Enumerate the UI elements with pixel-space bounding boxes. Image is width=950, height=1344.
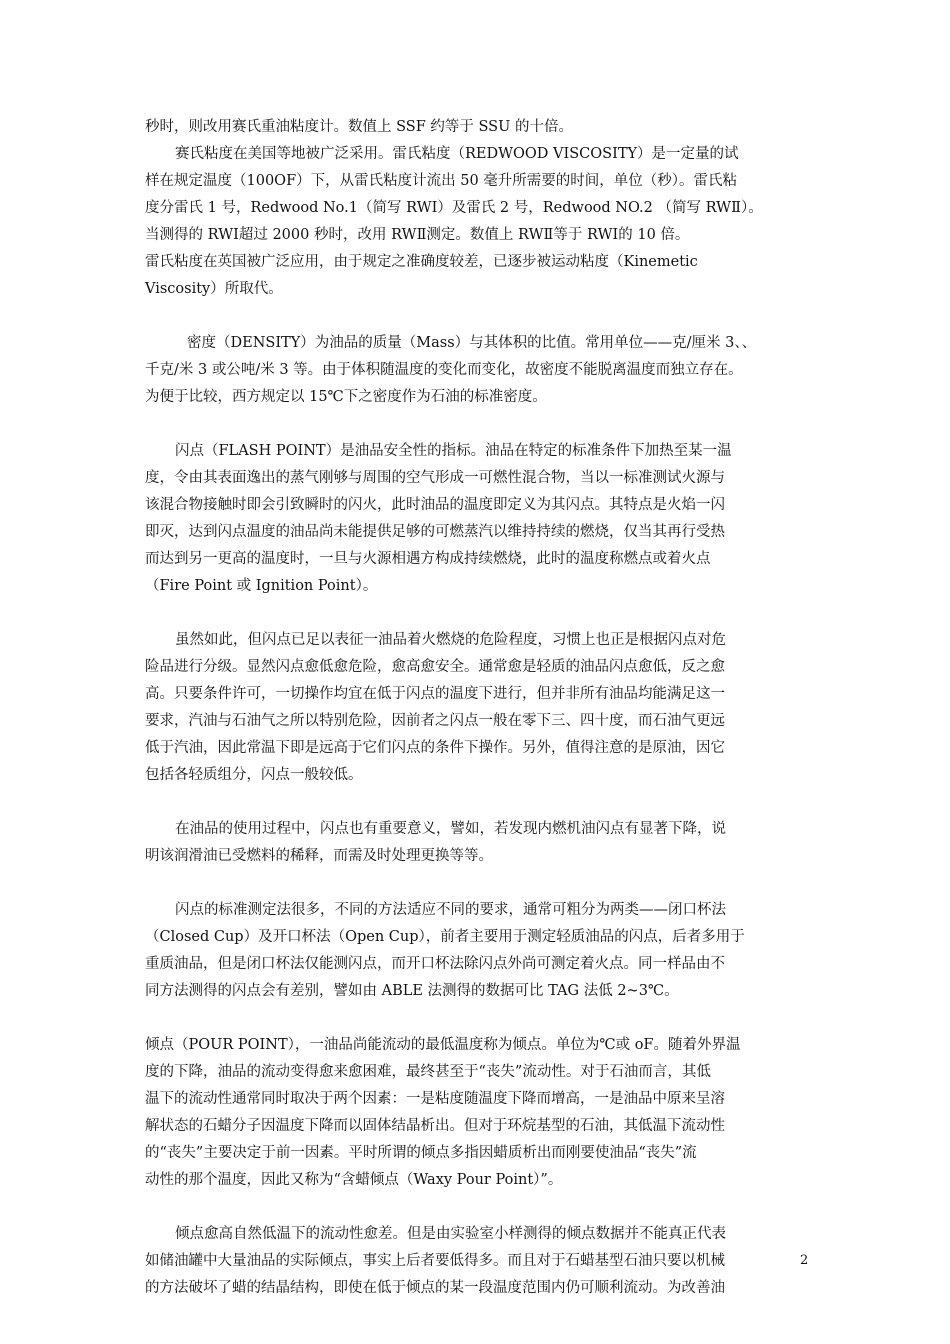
text-line: （Fire Point 或 Ignition Point）。 (145, 578, 378, 594)
text-line: Viscosity）所取代。 (145, 281, 283, 297)
text-line: 为便于比较，西方规定以 15℃下之密度作为石油的标准密度。 (145, 389, 547, 405)
text-line: 密度（DENSITY）为油品的质量（Mass）与其体积的比值。常用单位——克/厘米 3、、 (187, 335, 757, 351)
text-line: 高。只要条件许可，一切操作均宜在低于闪点的温度下进行，但并非所有油品均能满足这一 (145, 686, 725, 702)
text-line: 如储油罐中大量油品的实际倾点，事实上后者要低得多。而且对于石蜡基型石油只要以机械 (145, 1253, 725, 1269)
paragraph-gap (145, 303, 807, 330)
paragraph-flash-point-methods (145, 897, 807, 1005)
paragraph-redwood-usage (145, 249, 807, 303)
text-line: 而达到另一更高的温度时，一旦与火源相遇方构成持续燃烧，此时的温度称燃点或着火点 (145, 551, 711, 567)
paragraph-flash-point-danger (145, 627, 807, 789)
paragraph-gap (145, 870, 807, 897)
text-line: 温下的流动性通常同时取决于两个因素：一是粘度随温度下降而增高，一是油品中原来呈溶 (145, 1091, 725, 1107)
paragraph-flash-point-usage (145, 816, 807, 870)
page-number: 2 (800, 1253, 809, 1268)
paragraph-gap (145, 1194, 807, 1221)
paragraph-redwood-viscosity (145, 141, 807, 249)
text-line: 千克/米 3 或公吨/米 3 等。由于体积随温度的变化而变化，故密度不能脱离温度而独立存在。 (145, 362, 743, 378)
text-line: 度，令由其表面逸出的蒸气刚够与周围的空气形成一可燃性混合物，当以一标准测试火源与 (145, 470, 725, 486)
paragraph-pour-point-flow (145, 1221, 807, 1302)
paragraph-gap (145, 1005, 807, 1032)
text-line: 倾点（POUR POINT），一油品尚能流动的最低温度称为倾点。单位为℃或 oF。随着外界温 (145, 1037, 741, 1053)
paragraph-gap (145, 600, 807, 627)
text-line: 的方法破坏了蜡的结晶结构，即使在低于倾点的某一段温度范围内仍可顺利流动。为改善油 (145, 1280, 725, 1296)
text-line: （Closed Cup）及开口杯法（Open Cup），前者主要用于测定轻质油品的闪点，后者多用于 (145, 929, 745, 945)
document-body (145, 114, 807, 1302)
paragraph-gap (145, 789, 807, 816)
paragraph-flash-point (145, 438, 807, 600)
paragraph-density (145, 330, 807, 411)
text-line: 度分雷氏 1 号，Redwood No.1（简写 RWⅠ）及雷氏 2 号，Redwood NO.2 （简写 RWⅡ）。 (145, 200, 763, 216)
text-line: 在油品的使用过程中，闪点也有重要意义，譬如，若发现内燃机油闪点有显著下降，说 (175, 821, 726, 837)
text-line: 同方法测得的闪点会有差别，譬如由 ABLE 法测得的数据可比 TAG 法低 2~3℃。 (145, 983, 679, 999)
text-line: 重质油品，但是闭口杯法仅能测闪点，而开口杯法除闪点外尚可测定着火点。同一样品由不 (145, 956, 725, 972)
text-line: 闪点（FLASH POINT）是油品安全性的指标。油品在特定的标准条件下加热至某一温 (175, 443, 732, 459)
text-line: 闪点的标准测定法很多，不同的方法适应不同的要求，通常可粗分为两类——闭口杯法 (175, 902, 726, 918)
text-line: 赛氏粘度在美国等地被广泛采用。雷氏粘度（REDWOOD VISCOSITY）是一定量的试 (175, 146, 739, 162)
text-line: 倾点愈高自然低温下的流动性愈差。但是由实验室小样测得的倾点数据并不能真正代表 (175, 1226, 726, 1242)
text-line: 包括各轻质组分，闪点一般较低。 (145, 767, 363, 783)
text-line: 的“丧失”主要决定于前一因素。平时所谓的倾点多指因蜡质析出而刚要使油品“丧失”流 (145, 1145, 697, 1161)
text-line: 样在规定温度（100OF）下，从雷氏粘度计流出 50 毫升所需要的时间，单位（秒）。雷氏粘 (145, 173, 738, 189)
text-line: 低于汽油，因此常温下即是远高于它们闪点的条件下操作。另外，值得注意的是原油，因它 (145, 740, 725, 756)
text-line: 明该润滑油已受燃料的稀释，而需及时处理更换等等。 (145, 848, 493, 864)
text-line: 秒时，则改用赛氏重油粘度计。数值上 SSF 约等于 SSU 的十倍。 (145, 119, 573, 135)
paragraph-ssf-continuation (145, 114, 807, 141)
text-line: 雷氏粘度在英国被广泛应用，由于规定之准确度较差，已逐步被运动粘度（Kinemetic (145, 254, 698, 270)
text-line: 虽然如此，但闪点已足以表征一油品着火燃烧的危险程度，习惯上也正是根据闪点对危 (175, 632, 726, 648)
text-line: 动性的那个温度，因此又称为“含蜡倾点（Waxy Pour Point）”。 (145, 1172, 563, 1188)
text-line: 当测得的 RWⅠ超过 2000 秒时，改用 RWⅡ测定。数值上 RWⅡ等于 RWⅠ的 10 倍。 (145, 227, 690, 243)
text-line: 要求，汽油与石油气之所以特别危险，因前者之闪点一般在零下三、四十度，而石油气更远 (145, 713, 725, 729)
text-line: 解状态的石蜡分子因温度下降而以固体结晶析出。但对于环烷基型的石油，其低温下流动性 (145, 1118, 725, 1134)
text-line: 险品进行分级。显然闪点愈低愈危险，愈高愈安全。通常愈是轻质的油品闪点愈低，反之愈 (145, 659, 725, 675)
text-line: 该混合物接触时即会引致瞬时的闪火，此时油品的温度即定义为其闪点。其特点是火焰一闪 (145, 497, 725, 513)
text-line: 即灭，达到闪点温度的油品尚未能提供足够的可燃蒸汽以维持持续的燃烧，仅当其再行受热 (145, 524, 725, 540)
paragraph-gap (145, 411, 807, 438)
text-line: 度的下降，油品的流动变得愈来愈困难，最终甚至于“丧失”流动性。对于石油而言，其低 (145, 1064, 711, 1080)
paragraph-pour-point (145, 1032, 807, 1194)
